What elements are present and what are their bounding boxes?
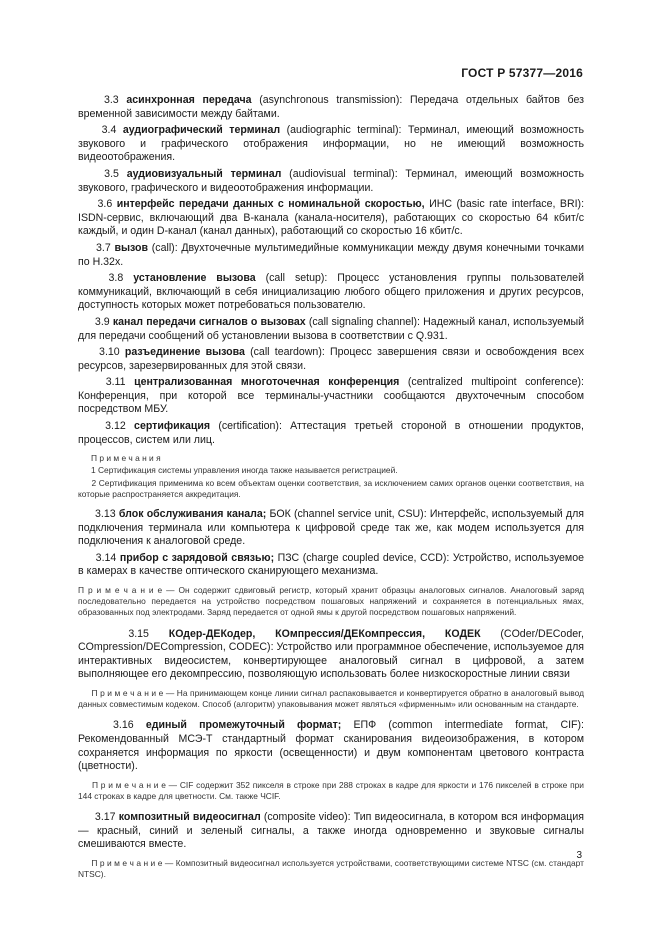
term-paragraph [78,198,584,239]
term-paragraph [78,420,584,447]
term-number: 3.4 [101,124,117,137]
term-name: единый промежуточный формат; [145,719,342,732]
note-item-1: 1 Сертификация системы управления иногда также называется регистрацией. [78,465,398,476]
term-name: централизованная многоточечная конференция [134,376,400,389]
term-name: КОдер-ДЕКодер, КОмпрессия/ДЕКомпрессия, КОДЕК [168,627,481,640]
term-name: аудиовизуальный терминал [126,167,282,180]
term-name: вызов [114,241,149,254]
term-number: 3.13 [95,508,116,521]
term-name: блок обслуживания канала; [118,508,267,521]
term-name: канал передачи сигналов о вызовах [112,315,306,328]
term-paragraph [78,346,584,373]
term-definition: (call setup): Процесс установления группы пользователей коммуникаций, включающий в себя инициализацию любого общего приложения и других ресурсов, доступность которых может потребоваться пользователю. [78,272,584,312]
note-item-2: 2 Сертификация применима ко всем объектам оценки соответствия, за исключением самих органов оценки соответствия, на которые распространяется аккредитация. [78,477,584,499]
term-definition: ЕПФ (common intermediate format, CIF): Рекомендованный МСЭ-Т стандартный формат сканирования видеоизображения, в котором сохраняется информация по яркости (освещенности) и двум компонентам цветового контраста (цветности). [78,719,584,773]
term-number: 3.11 [105,376,126,389]
term-number: 3.17 [94,811,116,824]
term-definition: ПЗС (charge coupled device, CCD): Устройство, используемое в камерах в качестве оптического сканирующего механизма. [78,551,584,578]
term-paragraph [78,508,584,549]
term-name: сертификация [134,420,211,433]
term-number: 3.6 [97,198,113,211]
term-definition: (audiographic terminal): Терминал, имеющий возможность звукового и графического отображения информации, но не имеющий возможность видеоотображения. [78,124,584,164]
term-definition: ИНС (basic rate interface, BRI): ISDN-сервис, включающий два B-канала (канала-носителя), работающих со скоростью 64 кбит/с каждый, и один D-канал (канал данных), работающий со скоростью 16 кбит/с. [78,198,585,238]
note-text: — Композитный видеосигнал используется устройствами, соответствующими системе NTSC (см. стандарт NTSC). [78,857,584,880]
term-number: 3.7 [96,241,111,254]
note-3-14 [78,585,584,619]
note-text: — Он содержит сдвиговый регистр, который хранит образцы аналоговых сигналов. Аналоговый заряд последовательно передается на устройство посредством пошаговых напряжений и сохраняется в потенциальных ямах, образованных под электродами. Заряд передается от одной ямы к другой посредством пошаговых напряжений. [78,585,584,618]
term-definition: (call teardown): Процесс завершения связи и освобождения всех ресурсов, зарезервированных для этой связи. [78,346,584,372]
term-number: 3.16 [113,719,134,732]
term-3-16 [78,719,584,773]
term-definition: (audiovisual terminal): Терминал, имеющий возможность звукового, графического и видеоотображения информации. [78,167,584,194]
note-3-15 [78,688,584,710]
page-number: 3 [576,850,582,861]
term-number: 3.3 [103,94,119,106]
term-definition: (call): Двухточечные мультимедийные коммуникации между двумя конечными точками по H.32x. [78,241,584,268]
term-number: 3.15 [128,627,149,640]
term-definition: (asynchronous transmission): Передача отдельных байтов без временной зависимости между байтами. [78,94,585,120]
term-paragraph [78,124,584,165]
term-paragraph [78,316,584,343]
term-paragraph [78,168,584,195]
term-name: установление вызова [133,272,256,285]
term-number: 3.9 [94,315,110,328]
term-paragraph [78,552,584,579]
note-label: П р и м е ч а н и е [91,779,166,790]
document-body [78,94,584,889]
term-name: аудиографический терминал [122,124,281,137]
term-name: разъединение вызова [124,346,245,359]
term-number: 3.10 [99,346,120,359]
term-number: 3.12 [105,420,126,433]
term-3-15 [78,628,584,682]
term-definition: (certification): Аттестация третьей стороной в отношении продуктов, процессов, систем или лиц. [78,420,584,446]
term-name: прибор с зарядовой связью; [119,551,275,564]
term-name: композитный видеосигнал [118,811,261,824]
document-header: ГОСТ Р 57377—2016 [461,66,583,80]
term-name: асинхронная передача [126,94,252,106]
term-number: 3.8 [108,272,124,285]
term-name: интерфейс передачи данных с номинальной скоростью, [116,198,425,211]
note-label: П р и м е ч а н и е [78,585,163,596]
terms-list [78,94,584,447]
note-text: — CIF содержит 352 пикселя в строке при 288 строках в кадре для яркости и 176 пикселей в строке при 144 строках в кадре для цветности. См. также ЧCIF. [78,779,584,801]
term-paragraph [78,94,584,121]
term-number: 3.14 [95,551,117,564]
term-number: 3.5 [104,167,119,180]
term-definition: БОК (channel service unit, CSU): Интерфейс, используемый для подключения терминала или компьютера к цифровой среде так же, как модем используется для подключения к аналоговой среде. [78,508,585,548]
term-paragraph [78,242,584,269]
note-3-17 [78,858,584,880]
term-definition: (COder/DECoder, COmpression/DECompression, CODEC): Устройство или программное обеспечение, используемое для интерактивных видеосистем, конвертирующее аналоговый сигнал в цифровой, а затем выполняющее его декомпрессию, позволяющую использовать более низкоскоростные линии связи [78,627,584,681]
term-paragraph [78,272,584,313]
note-title: П р и м е ч а н и я [78,453,161,464]
note-label: П р и м е ч а н и е [91,688,164,699]
term-3-17 [78,811,584,852]
note-3-16 [78,780,584,802]
note-text: — На принимающем конце линии сигнал распаковывается и конвертируется обратно в аналоговый вывод данных совместимым кодеком. Способ (алгоритм) упаковывания может являться «фирменным» или основанным на стандарте. [78,688,584,710]
term-definition: (centralized multipoint conference): Конференция, при которой все терминалы-участники сообщаются двухточечным способом посредством МБУ. [78,376,584,416]
terms-list-2 [78,508,584,579]
term-paragraph [78,376,584,417]
note-label: П р и м е ч а н и е [91,857,163,868]
note-block-3-12 [78,453,584,500]
term-definition: (composite video): Тип видеосигнала, в котором вся информация — красный, синий и зеленый сигналы, а также иногда одновременно и звуковые сигналы смешиваются вместе. [78,811,584,851]
term-definition: (call signaling channel): Надежный канал, используемый для передачи сообщений об установлении вызова в соответствии с Q.931. [78,315,585,342]
